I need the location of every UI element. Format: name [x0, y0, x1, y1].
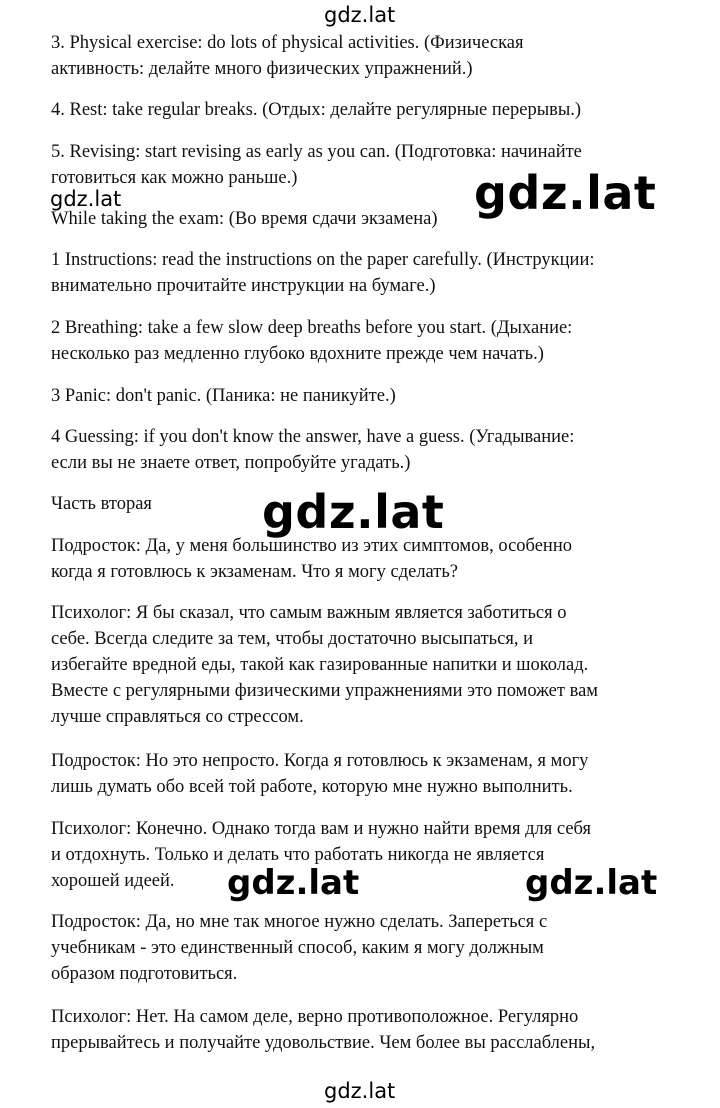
- text-line: Подросток: Да, у меня большинство из этих симптомов, особенно: [51, 536, 572, 556]
- text-line: 3 Panic: don't panic. (Паника: не паникуйте.): [51, 386, 396, 406]
- text-line: 2 Breathing: take a few slow deep breaths before you start. (Дыхание:: [51, 318, 573, 338]
- watermark-top: gdz.lat: [324, 3, 396, 27]
- paragraph-teen-1: [51, 533, 691, 585]
- paragraph-teen-3: [51, 909, 691, 987]
- text-line: и отдохнуть. Только и делать что работать никогда не является: [51, 845, 545, 865]
- text-line: 5. Revising: start revising as early as you can. (Подготовка: начинайте: [51, 142, 582, 162]
- watermark-big-center: gdz.lat: [262, 485, 445, 539]
- paragraph-panic: [51, 383, 691, 409]
- paragraph-teen-2: [51, 748, 691, 800]
- text-line: лучше справляться со стрессом.: [51, 707, 304, 727]
- watermark-mid-right: gdz.lat: [525, 863, 658, 903]
- text-line: когда я готовлюсь к экзаменам. Что я могу сделать?: [51, 562, 459, 582]
- paragraph-psychologist-3: [51, 1004, 691, 1056]
- text-line: Часть вторая: [51, 494, 152, 514]
- section-heading-part-two: [51, 491, 691, 517]
- text-line: Психолог: Нет. На самом деле, верно противоположное. Регулярно: [51, 1007, 579, 1027]
- paragraph-breathing: [51, 315, 691, 367]
- watermark-big-right: gdz.lat: [474, 166, 657, 220]
- paragraph-guessing: [51, 424, 691, 476]
- text-line: Подросток: Да, но мне так многое нужно сделать. Запереться с: [51, 912, 548, 932]
- text-line: 4. Rest: take regular breaks. (Отдых: делайте регулярные перерывы.): [51, 100, 582, 120]
- text-line: Вместе с регулярными физическими упражнениями это поможет вам: [51, 681, 598, 701]
- paragraph-revising: [51, 139, 691, 191]
- text-line: хорошей идеей.: [51, 871, 175, 891]
- text-line: Психолог: Конечно. Однако тогда вам и нужно найти время для себя: [51, 819, 592, 839]
- text-line: Психолог: Я бы сказал, что самым важным является заботиться о: [51, 603, 567, 623]
- watermark-after-revising: gdz.lat: [50, 187, 122, 211]
- text-line: Подросток: Но это непросто. Когда я готовлюсь к экзаменам, я могу: [51, 751, 589, 771]
- paragraph-physical-exercise: [51, 30, 691, 82]
- watermark-bottom: gdz.lat: [324, 1079, 396, 1103]
- text-line: 1 Instructions: read the instructions on the paper carefully. (Инструкции:: [51, 250, 595, 270]
- paragraph-while-taking-exam: [51, 206, 691, 232]
- text-line: While taking the exam: (Во время сдачи экзамена): [51, 209, 438, 229]
- text-line: образом подготовиться.: [51, 964, 238, 984]
- paragraph-psychologist-2: [51, 816, 691, 894]
- text-line: несколько раз медленно глубоко вдохните прежде чем начать.): [51, 344, 544, 364]
- text-line: избегайте вредной еды, такой как газированные напитки и шоколад.: [51, 655, 589, 675]
- text-line: готовиться как можно раньше.): [51, 168, 298, 188]
- paragraph-instructions: [51, 247, 691, 299]
- watermark-mid-left: gdz.lat: [227, 863, 360, 903]
- text-line: себе. Всегда следите за тем, чтобы достаточно высыпаться, и: [51, 629, 533, 649]
- text-line: 3. Physical exercise: do lots of physical activities. (Физическая: [51, 33, 524, 53]
- paragraph-psychologist-1: [51, 600, 691, 730]
- text-line: прерывайтесь и получайте удовольствие. Чем более вы расслаблены,: [51, 1033, 596, 1053]
- paragraph-rest: [51, 97, 691, 123]
- text-line: активность: делайте много физических упражнений.): [51, 59, 473, 79]
- text-line: 4 Guessing: if you don't know the answer, have a guess. (Угадывание:: [51, 427, 575, 447]
- text-line: внимательно прочитайте инструкции на бумаге.): [51, 276, 436, 296]
- text-line: лишь думать обо всей той работе, которую мне нужно выполнить.: [51, 777, 573, 797]
- text-line: учебникам - это единственный способ, каким я могу должным: [51, 938, 544, 958]
- text-line: если вы не знаете ответ, попробуйте угадать.): [51, 453, 411, 473]
